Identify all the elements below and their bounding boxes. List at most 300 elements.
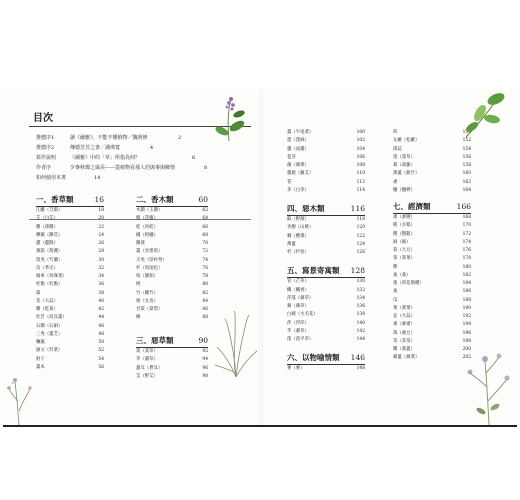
entry-name: 芷（白芷） (36, 216, 58, 222)
section-title: 六、以物喻情類 (287, 353, 340, 363)
section-title: 二、香木類 (136, 195, 174, 204)
entry-name: 蘭（乾菊） (36, 307, 58, 312)
toc-entry (136, 356, 208, 364)
entry-name: 茅（白茅） (287, 187, 309, 193)
book-gutter (259, 89, 263, 425)
toc-entry (136, 348, 208, 356)
entry-page: 98 (202, 373, 208, 379)
section-title: 四、惡木類 (287, 204, 325, 213)
entry-name: 留夷（芍藥） (36, 257, 63, 263)
entry-name: 藻（蘋菜） (287, 163, 309, 168)
entry-page: 174 (462, 239, 471, 245)
toc-entry (287, 162, 365, 170)
entry-page: 102 (356, 138, 365, 144)
entry-name: 蘭（蓁蓋） (393, 347, 415, 352)
front-matter-page: 14 (94, 175, 101, 181)
front-matter-item (36, 163, 251, 173)
toc-entry (393, 239, 471, 247)
entry-page: 40 (98, 298, 104, 304)
entry-page: 194 (462, 322, 471, 328)
entry-page: 200 (462, 347, 471, 352)
entry-name: 薑本 (36, 364, 45, 370)
pink-wildflower-illustration (5, 371, 35, 425)
entry-name: 薑（食菜萸） (136, 249, 163, 255)
entry-page: 124 (356, 241, 365, 247)
toc-entry (393, 264, 471, 272)
entry-name: 桃 (136, 282, 141, 288)
entry-name: 荷 (393, 130, 398, 135)
entry-name: 蘪蕪 (36, 340, 45, 345)
toc-entry (393, 222, 471, 230)
toc-entry (36, 215, 104, 223)
section-page: 60 (198, 195, 208, 204)
entry-page: 28 (98, 249, 104, 255)
entry-name: 麻（麻） (393, 239, 411, 245)
entry-name: 萃（蕭草） (287, 328, 309, 334)
entry-page: 92 (202, 349, 208, 354)
toc-entry (136, 273, 208, 281)
entry-name: 杉（杉客） (287, 250, 309, 255)
entry-name: 蒿（蒿草） (136, 349, 158, 354)
entry-page: 96 (202, 365, 208, 371)
toc-entry (136, 373, 208, 381)
entry-page: 66 (202, 224, 208, 230)
entry-name: 蓖（蓖麻） (287, 138, 309, 144)
purple-flower-sprig-illustration (209, 93, 249, 143)
entry-name: 萹 (36, 290, 41, 296)
toc-entry (287, 336, 365, 344)
entry-page: 30 (98, 257, 104, 263)
toc-entry (393, 162, 471, 170)
entry-page: 152 (462, 138, 471, 144)
entry-name: 石蘭（石斛） (36, 323, 63, 329)
toc-entry (287, 179, 365, 187)
entry-name: 桂（肉桂） (136, 224, 158, 230)
front-matter-page: 4 (150, 145, 154, 151)
entry-page: 136 (356, 304, 365, 309)
entry-page: 182 (462, 272, 471, 278)
toc-entry (287, 287, 365, 295)
entry-page: 138 (356, 312, 365, 318)
toc-entry (136, 298, 208, 306)
left-page (3, 89, 257, 425)
entry-page: 144 (356, 337, 365, 342)
entry-name: 蘆薇（蘿支） (287, 171, 314, 177)
entry-name: 澤蒜 (393, 146, 402, 152)
toc-entry (393, 346, 471, 354)
toc-entry (36, 364, 104, 372)
toc-entry (393, 247, 471, 255)
entry-name: 蘼蕪（蘼苡） (36, 232, 63, 238)
entry-page: 44 (98, 315, 104, 321)
toc-entry (393, 338, 471, 346)
section-title: 七、經濟類 (393, 202, 431, 211)
toc-entry (36, 323, 104, 331)
front-matter-page: 2 (178, 135, 182, 141)
book-spread (3, 89, 517, 427)
entry-page: 156 (462, 154, 471, 160)
entry-name: 萍蓬（蘋草） (287, 295, 314, 301)
entry-name: 柏（側柏） (136, 274, 158, 279)
entry-name: 綠文（荇菜） (36, 348, 63, 354)
entry-name: 蓮（荷花類種） (393, 281, 424, 286)
section-page: 16 (94, 195, 104, 204)
entry-page: 186 (462, 289, 471, 295)
toc-entry (287, 320, 365, 328)
toc-entry (36, 224, 104, 232)
front-matter-item (36, 153, 251, 163)
entry-name: 黍（黍稷） (393, 215, 415, 220)
entry-page: 112 (356, 179, 365, 185)
front-matter-item (36, 173, 251, 183)
entry-name: 楝 (136, 315, 141, 321)
entry-page: 170 (462, 223, 471, 229)
entry-name: 萍（浮萍） (287, 320, 309, 326)
entry-page: 88 (202, 315, 208, 321)
toc-title: 目次 (33, 113, 53, 124)
toc-entry (36, 232, 104, 240)
entry-name: 揭車（珍珠菜） (36, 274, 67, 279)
entry-page: 154 (462, 146, 471, 152)
section-page: 128 (350, 266, 365, 276)
entry-name: 黍（黍黍） (393, 322, 415, 328)
section-heading (393, 200, 471, 214)
toc-entry (136, 257, 208, 265)
entry-page: 74 (202, 257, 208, 263)
toc-entry (136, 224, 208, 232)
front-matter-title: 傳德芳芳之書／潘瑛寬 (70, 145, 121, 151)
entry-page: 34 (98, 274, 104, 279)
entry-name: 蕙（蕙散） (36, 241, 58, 246)
section-page: 146 (350, 353, 365, 363)
entry-name: 蘇（野薇） (287, 217, 309, 222)
entry-name: 蘆（南蘆） (287, 146, 309, 152)
toc-entry (393, 187, 471, 195)
entry-page: 106 (356, 154, 365, 160)
entry-name: 蘭蓀 (136, 241, 145, 246)
entry-page: 50 (98, 340, 104, 345)
toc-entry (36, 339, 104, 347)
toc-entry (287, 278, 365, 286)
toc-entry (287, 303, 365, 311)
toc-entry (393, 354, 471, 362)
entry-name: 葵（葵菜） (393, 256, 415, 262)
entry-page: 72 (202, 249, 208, 255)
section-page: 116 (350, 204, 365, 213)
toc-entry (136, 314, 208, 322)
toc-entry (136, 232, 208, 240)
entry-page: 132 (356, 287, 365, 293)
entry-page: 134 (356, 295, 365, 301)
entry-page: 42 (98, 307, 104, 312)
toc-entry (36, 240, 104, 248)
toc-entry (393, 214, 471, 222)
entry-page: 178 (462, 256, 471, 262)
entry-page: 120 (356, 225, 365, 231)
entry-name: 韭（大蒜） (393, 314, 415, 319)
section-heading (287, 351, 365, 365)
toc-entry (393, 313, 471, 321)
entry-page: 94 (202, 357, 208, 363)
entry-page: 130 (356, 279, 365, 285)
entry-name: 荃（大蒜） (36, 298, 58, 304)
entry-name: 女蘿（松蘿） (393, 138, 420, 144)
entry-page: 192 (462, 314, 471, 319)
entry-name: 瓜 (393, 297, 398, 303)
entry-page: 180 (462, 264, 471, 270)
entry-name: 穄 (393, 264, 398, 270)
toc-entry (393, 297, 471, 305)
front-matter-title: 《爾雅》中的「草」所指為何？ (70, 155, 141, 161)
toc-entry (36, 298, 104, 306)
entry-name: 穗（穗稗） (393, 187, 415, 193)
entry-page: 150 (462, 130, 471, 135)
entry-name: 蘋（蘋草） (287, 304, 309, 309)
toc-entry (36, 290, 104, 298)
entry-name: 蘋蓋（蘋菜） (393, 355, 420, 361)
toc-entry (287, 137, 365, 145)
entry-page: 164 (462, 187, 471, 193)
entry-page: 198 (462, 338, 471, 344)
toc-entry (136, 215, 208, 223)
toc-entry (393, 170, 471, 178)
entry-name: 竹（剛竹） (136, 290, 158, 296)
entry-page: 140 (356, 320, 365, 326)
entry-page: 202 (462, 355, 471, 361)
toc-entry (287, 154, 365, 162)
toc-entry (287, 146, 365, 154)
entry-name: 辛夷（厚朴萼） (136, 257, 167, 263)
section-page: 166 (456, 202, 471, 211)
toc-entry (36, 257, 104, 265)
entry-name: 萬蓋（薪竹） (393, 171, 420, 177)
front-matter-item (36, 143, 251, 153)
toc-entry (393, 231, 471, 239)
left-column-2 (136, 193, 208, 323)
front-matter-label: 推薦序2 (36, 145, 55, 151)
entry-name: 葛（葛藤） (393, 163, 415, 168)
entry-page: 48 (98, 331, 104, 337)
entry-name: 桑 (393, 289, 398, 295)
entry-page: 158 (462, 163, 471, 168)
toc-entry (287, 224, 365, 232)
toc-entry (287, 216, 365, 224)
toc-entry (287, 241, 365, 249)
toc-entry (36, 265, 104, 273)
entry-page: 68 (202, 232, 208, 238)
entry-name: 蓬（蓬草） (393, 154, 415, 160)
entry-page: 46 (98, 323, 104, 329)
entry-name: 江離（芎藭） (36, 208, 63, 213)
entry-name: 蓀筯（蒟䕶） (36, 249, 63, 255)
entry-page: 148 (356, 366, 365, 372)
entry-name: 菜（菜菜） (393, 305, 415, 311)
entry-name: 楨（女貞） (136, 298, 158, 304)
toc-entry (136, 207, 208, 215)
toc-entry (287, 311, 365, 319)
entry-page: 20 (98, 216, 104, 222)
toc-entry (36, 314, 104, 322)
entry-name: 椒（花椒） (136, 216, 158, 222)
toc-entry (36, 273, 104, 281)
right-column-2 (393, 129, 471, 363)
entry-page: 52 (98, 348, 104, 354)
entry-page: 114 (356, 187, 365, 193)
entry-page: 100 (356, 130, 365, 135)
entry-page: 104 (356, 146, 365, 152)
entry-page: 196 (462, 330, 471, 336)
toc-entry (393, 146, 471, 154)
entry-page: 18 (98, 208, 104, 213)
left-column-1 (36, 193, 104, 372)
entry-name: 稷（稷穀） (393, 231, 415, 237)
entry-page: 168 (462, 215, 471, 220)
toc-entry (393, 272, 471, 280)
entry-name: 射干 (36, 356, 45, 362)
toc-entry (393, 280, 471, 288)
entry-name: 菅 (287, 179, 292, 185)
entry-name: 橘（柑橘） (136, 232, 158, 238)
section-heading (136, 334, 208, 348)
toc-entry (287, 129, 365, 137)
entry-name: 苞芽 (287, 154, 296, 160)
toc-entry (287, 249, 365, 257)
entry-page: 26 (98, 241, 104, 246)
entry-page: 126 (356, 250, 365, 255)
entry-page: 22 (98, 224, 104, 230)
entry-name: 三秀（靈芝） (36, 331, 63, 337)
entry-page: 184 (462, 281, 471, 286)
section-page: 90 (198, 336, 208, 345)
front-matter-page: 6 (192, 155, 196, 161)
entry-page: 36 (98, 282, 104, 288)
toc-entry (136, 290, 208, 298)
entry-name: 棘（酸棗） (287, 233, 309, 239)
toc-entry (36, 356, 104, 364)
entry-page: 190 (462, 305, 471, 311)
entry-page: 122 (356, 233, 365, 239)
section-title: 五、寫景寄寓類 (287, 266, 340, 276)
entry-page: 38 (98, 290, 104, 296)
entry-page: 64 (202, 216, 208, 222)
entry-name: 茶（茶茶） (393, 338, 415, 344)
toc-entry (393, 288, 471, 296)
entry-page: 172 (462, 231, 471, 237)
entry-name: 黍 (393, 179, 398, 185)
toc-entry (36, 347, 104, 355)
entry-name: 杜衡（杜衡） (36, 282, 63, 288)
toc-entry (136, 365, 208, 373)
entry-page: 188 (462, 297, 471, 303)
entry-page: 32 (98, 265, 104, 271)
toc-entry (36, 306, 104, 314)
toc-entry (36, 331, 104, 339)
section-heading (136, 193, 208, 207)
front-matter-label: 如何使用本書 (36, 175, 67, 181)
toc-entry (136, 265, 208, 273)
toc-entry (393, 154, 471, 162)
entry-name: 杏樹（山桃） (287, 225, 314, 231)
entry-page: 110 (356, 171, 365, 177)
entry-name: 茅（蕭草） (136, 357, 158, 363)
section-heading (287, 202, 365, 216)
entry-name: 苗（季疋） (36, 265, 58, 271)
entry-page: 80 (202, 282, 208, 288)
entry-page: 162 (462, 179, 471, 185)
entry-name: 蓬（茵平草） (287, 337, 314, 342)
right-page (265, 89, 517, 425)
entry-page: 108 (356, 163, 365, 168)
entry-name: 蓋耳（蒼耳） (136, 365, 163, 371)
entry-name: 萬蓋 (287, 241, 296, 247)
toc-entry (393, 255, 471, 263)
entry-page: 84 (202, 298, 208, 304)
entry-name: 麥（麥） (287, 366, 305, 372)
entry-name: 蘭（澤蘭） (36, 224, 58, 230)
toc-entry (287, 170, 365, 178)
entry-name: 甘棠（棠梨） (136, 307, 163, 312)
entry-page: 176 (462, 248, 471, 253)
section-heading (36, 193, 104, 207)
front-matter-label: 寫作說明 (36, 155, 57, 161)
toc-entry (136, 248, 208, 256)
entry-page: 24 (98, 232, 104, 238)
toc-entry (393, 321, 471, 329)
entry-page: 70 (202, 241, 208, 246)
toc-entry (393, 330, 471, 338)
toc-entry (287, 328, 365, 336)
entry-name: 管（芒草） (287, 279, 309, 285)
section-title: 三、惡草類 (136, 336, 174, 345)
toc-entry (287, 187, 365, 195)
toc-entry (36, 281, 104, 289)
front-matter-title: 讀《爾雅》，不能不懂植物／魏明修 (70, 135, 148, 141)
toc-entry (287, 365, 365, 373)
entry-page: 118 (356, 217, 365, 222)
entry-name: 稻（水稻） (393, 223, 415, 229)
entry-page: 160 (462, 171, 471, 177)
toc-entry (287, 295, 365, 303)
entry-name: 薑（牛尾菜） (287, 130, 314, 135)
entry-page: 78 (202, 274, 208, 279)
entry-name: 木蘭（玉蘭） (136, 208, 163, 213)
toc-entry (136, 281, 208, 289)
entry-page: 142 (356, 328, 365, 334)
left-column-3 (136, 334, 208, 381)
entry-name: 艾（野艾） (136, 373, 158, 379)
front-matter-label: 推薦序1 (36, 135, 55, 141)
grass-sketch-illustration (213, 311, 259, 377)
entry-name: 杉（馬尾松） (136, 265, 163, 271)
section-title: 一、香草類 (36, 195, 74, 204)
entry-page: 62 (202, 208, 208, 213)
toc-entry (136, 240, 208, 248)
front-matter-title: 夕麥秋聲之風美——從植物看那人的與事與鄉情 (70, 165, 176, 171)
entry-page: 56 (98, 364, 104, 370)
entry-name: 白蘋（水毛花） (287, 312, 318, 318)
right-column-1 (287, 129, 365, 374)
entry-name: 桑（桑） (393, 272, 411, 278)
herb-sprig-right-illustration (462, 345, 513, 425)
toc-entry (136, 306, 208, 314)
entry-page: 82 (202, 290, 208, 296)
toc-entry (287, 233, 365, 241)
entry-page: 76 (202, 265, 208, 271)
toc-entry (36, 207, 104, 215)
toc-entry (36, 248, 104, 256)
toc-entry (393, 179, 471, 187)
toc-entry (393, 305, 471, 313)
